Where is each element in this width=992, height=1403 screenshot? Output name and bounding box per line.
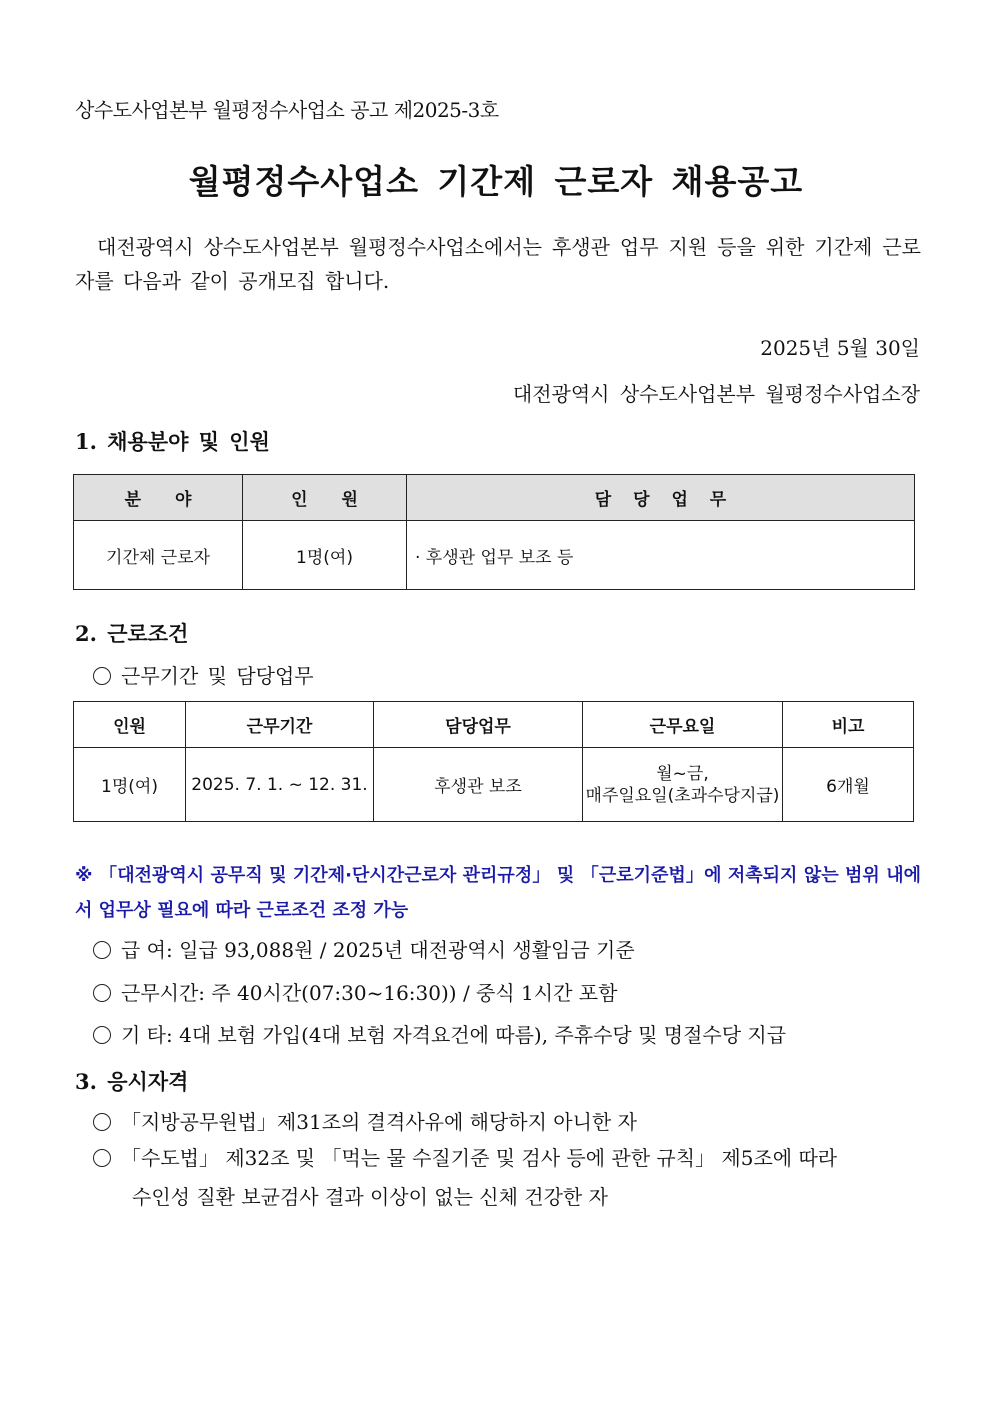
work-conditions-table	[73, 701, 914, 822]
list-item: 급 여: 일급 93,088원 / 2025년 대전광역시 생활임금 기준	[93, 934, 635, 963]
table-cell: 6개월	[783, 748, 914, 822]
table-header: 근무기간	[186, 702, 374, 748]
table-header: 담 당 업 무	[407, 475, 915, 521]
circle-bullet-icon	[93, 667, 111, 685]
intro-paragraph: 대전광역시 상수도사업본부 월평정수사업소에서는 후생관 업무 지원 등을 위한 기간제 근로자를 다음과 같이 공개모집 합니다.	[75, 235, 921, 293]
circle-bullet-icon	[93, 984, 111, 1002]
section2-heading: 2. 근로조건	[75, 621, 189, 646]
recruitment-table	[73, 474, 915, 590]
circle-bullet-icon	[93, 941, 111, 959]
table-cell: 후생관 보조	[374, 748, 583, 822]
notice-date: 2025년 5월 30일	[760, 336, 920, 360]
list-item: 「지방공무원법」제31조의 결격사유에 해당하지 아니한 자	[93, 1106, 637, 1135]
table-cell: 1명(여)	[243, 521, 407, 590]
table-header: 인 원	[243, 475, 407, 521]
table-header: 담당업무	[374, 702, 583, 748]
list-item: 기 타: 4대 보험 가입(4대 보험 자격요건에 따름), 주휴수당 및 명절수당 지급	[93, 1019, 786, 1048]
table-cell: 1명(여)	[74, 748, 186, 822]
table-cell: 월~금, 매주일요일(초과수당지급)	[583, 748, 783, 822]
section3-heading: 3. 응시자격	[75, 1069, 189, 1094]
table-header: 근무요일	[583, 702, 783, 748]
table-header: 분 야	[74, 475, 243, 521]
table-cell: 2025. 7. 1. ~ 12. 31.	[186, 748, 374, 822]
section1-heading: 1. 채용분야 및 인원	[75, 429, 270, 454]
table-cell: 기간제 근로자	[74, 521, 243, 590]
list-item: 「수도법」 제32조 및 「먹는 물 수질기준 및 검사 등에 관한 규칙」 제5조에 따라	[93, 1142, 837, 1171]
table-header: 비고	[783, 702, 914, 748]
notice-number: 상수도사업본부 월평정수사업소 공고 제2025-3호	[75, 98, 499, 122]
table-header: 인원	[74, 702, 186, 748]
page-title: 월평정수사업소 기간제 근로자 채용공고	[188, 162, 804, 201]
circle-bullet-icon	[93, 1113, 111, 1131]
circle-bullet-icon	[93, 1149, 111, 1167]
table-cell: · 후생관 업무 보조 등	[407, 521, 915, 590]
issuer: 대전광역시 상수도사업본부 월평정수사업소장	[512, 382, 920, 406]
section2-subheading: 근무기간 및 담당업무	[93, 660, 314, 689]
list-item-continuation: 수인성 질환 보균검사 결과 이상이 없는 신체 건강한 자	[132, 1185, 608, 1209]
circle-bullet-icon	[93, 1026, 111, 1044]
list-item: 근무시간: 주 40시간(07:30~16:30)) / 중식 1시간 포함	[93, 977, 617, 1006]
regulation-note: ※ 「대전광역시 공무직 및 기간제·단시간근로자 관리규정」 및 「근로기준법」에 저촉되지 않는 범위 내에서 업무상 필요에 따라 근로조건 조정 가능	[75, 865, 921, 921]
